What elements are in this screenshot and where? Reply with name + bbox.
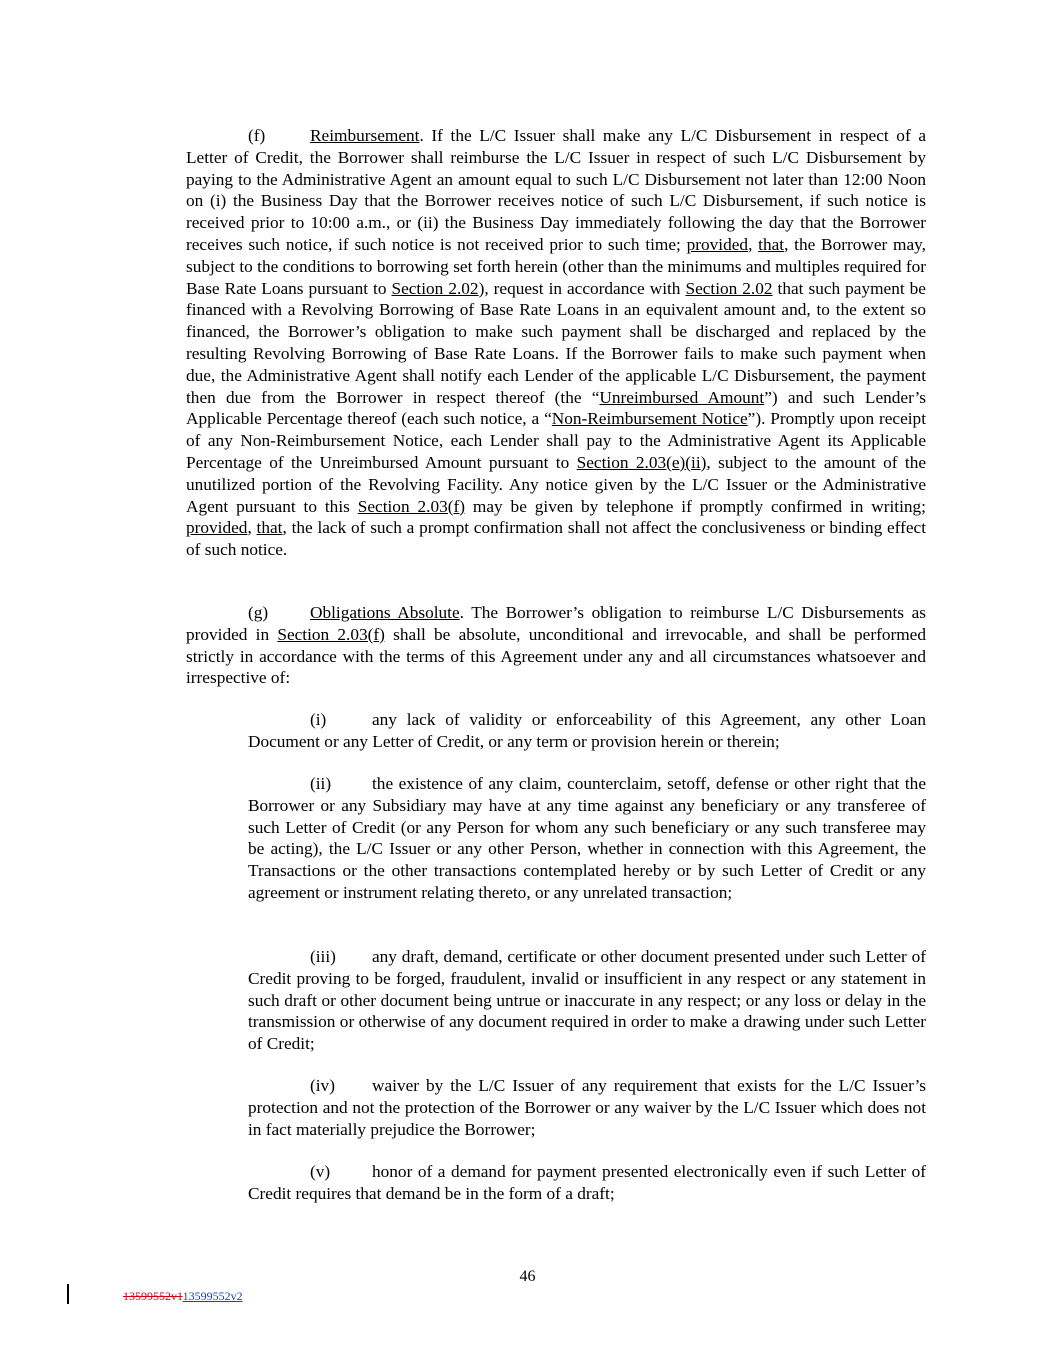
section-f-number: (f) xyxy=(248,126,266,145)
section-f-heading: Reimbursement xyxy=(310,126,420,145)
section-f-text: may be given by telephone if promptly confirmed in writing; xyxy=(465,496,926,516)
section-ref-link[interactable]: Section 2.03(f) xyxy=(357,496,465,516)
section-ref-link[interactable]: Section 2.03(e)(ii) xyxy=(576,452,707,472)
section-g-heading: Obligations Absolute xyxy=(310,603,460,622)
item-text: any draft, demand, certificate or other document presented under such Letter of Credit proving to be forged, fraudulent, invalid or insufficient in any respect or any statement in such draft or other document being untrue or inaccurate in any respect; or any loss or delay in the transmission or otherwise of any document required in order to make a drawing under such Letter of Credit; xyxy=(248,947,926,1054)
item-number: (ii) xyxy=(310,774,332,793)
section-f-text: ), request in accordance with xyxy=(478,278,686,298)
provided-term: provided xyxy=(686,234,749,254)
provided-term: provided xyxy=(186,518,248,538)
document-id xyxy=(123,1289,243,1304)
that-term: that xyxy=(256,518,283,538)
defined-term: Unreimbursed Amount xyxy=(599,387,765,407)
section-f-paragraph xyxy=(186,125,926,561)
section-g-text: . The Borrower’s obligation to reimburse L/C Disbursements as provided in xyxy=(186,603,926,644)
punctuation: , xyxy=(247,518,257,538)
section-f-text: that such payment be financed with a Revolving Borrowing of Base Rate Loans in an equivalent amount and, to the extent so financed, the Borrower’s obligation to make such payment shall be discharged and replaced by the resulting Revolving Borrowing of Base Rate Loans. If the Borrower fails to make such payment when due, the Administrative Agent shall notify each Lender of the applicable L/C Disbursement, the payment then due from the Borrower in respect thereof (the “ xyxy=(186,278,926,407)
section-g-number: (g) xyxy=(248,603,269,622)
defined-term: Non-Reimbursement Notice xyxy=(551,409,748,429)
section-g-paragraph xyxy=(186,602,926,689)
item-text: any lack of validity or enforceability of this Agreement, any other Loan Document or any Letter of Credit, or any term or provision herein or therein; xyxy=(248,710,926,751)
section-f-text: , the Borrower may, subject to the conditions to borrowing set forth herein (other than the minimums and multiples required for Base Rate Loans pursuant to xyxy=(186,234,926,298)
list-item-ii xyxy=(248,773,926,904)
item-text: the existence of any claim, counterclaim, setoff, defense or other right that the Borrower or any Subsidiary may have at any time against any beneficiary or any transferee of such Letter of Credit (or any Person for whom any such beneficiary or any such transferee may be acting), the L/C Issuer or any other Person, whether in connection with this Agreement, the Transactions or the other transactions contemplated hereby or by such Letter of Credit or any agreement or instrument relating thereto, or any unrelated transaction; xyxy=(248,774,926,902)
page-number: 46 xyxy=(519,1268,536,1285)
list-item-iii xyxy=(248,946,926,1055)
list-item-i xyxy=(248,709,926,753)
revision-change-bar xyxy=(67,1284,69,1304)
punctuation: , xyxy=(748,234,759,254)
item-number: (iv) xyxy=(310,1076,335,1095)
section-ref-link[interactable]: Section 2.02 xyxy=(391,278,479,298)
inserted-doc-id: 13599552v2 xyxy=(182,1289,243,1303)
section-f-text: ”) and such Lender’s Applicable Percentage thereof (each such notice, a “ xyxy=(186,387,927,429)
section-f-text: . If the L/C Issuer shall make any L/C Disbursement in respect of a Letter of Credit, the Borrower shall reimburse the L/C Issuer in respect of such L/C Disbursement by paying to the Administrative Agent an amount equal to such L/C Disbursement not later than 12:00 Noon on (i) the Business Day that the Borrower receives notice of such L/C Disbursement, if such notice is received prior to 10:00 a.m., or (ii) the Business Day immediately following the day that the Borrower receives such notice, if such notice is not received prior to such time; xyxy=(186,126,926,254)
section-f-text: ”). Promptly upon receipt of any Non-Reimbursement Notice, each Lender shall pay to the Administrative Agent its Applicable Percentage of the Unreimbursed Amount pursuant to xyxy=(186,409,926,472)
item-text: waiver by the L/C Issuer of any requirement that exists for the L/C Issuer’s protection and not the protection of the Borrower or any waiver by the L/C Issuer which does not in fact materially prejudice the Borrower; xyxy=(248,1076,926,1139)
item-number: (iii) xyxy=(310,947,336,966)
section-f-text: , subject to the amount of the unutilized portion of the Revolving Facility. Any notice given by the L/C Issuer or the Administrative Agent pursuant to this xyxy=(186,452,926,516)
section-ref-link[interactable]: Section 2.03(f) xyxy=(277,624,385,644)
item-text: honor of a demand for payment presented electronically even if such Letter of Credit requires that demand be in the form of a draft; xyxy=(248,1162,926,1203)
list-item-iv xyxy=(248,1075,926,1140)
item-number: (i) xyxy=(310,710,327,729)
that-term: that xyxy=(758,234,785,254)
list-item-v xyxy=(248,1161,926,1205)
item-number: (v) xyxy=(310,1162,331,1181)
section-g-text: shall be absolute, unconditional and irrevocable, and shall be performed strictly in accordance with the terms of this Agreement under any and all circumstances whatsoever and irrespective of: xyxy=(186,624,926,688)
section-f-text: , the lack of such a prompt confirmation shall not affect the conclusiveness or binding effect of such notice. xyxy=(186,518,927,560)
section-ref-link[interactable]: Section 2.02 xyxy=(685,278,773,298)
deleted-doc-id: 13599552v1 xyxy=(123,1289,183,1303)
